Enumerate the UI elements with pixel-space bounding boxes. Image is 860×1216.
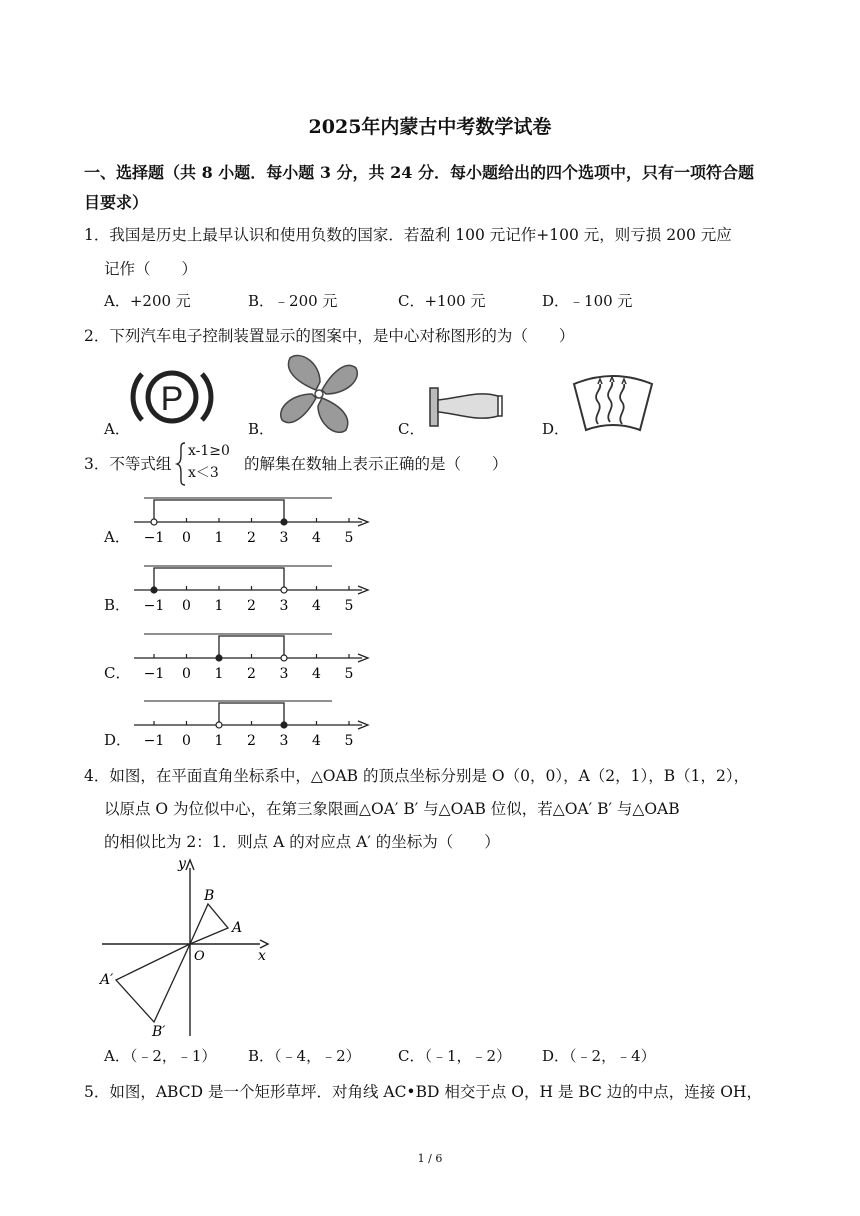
tick-label: −1 <box>143 666 165 682</box>
tick-label: 4 <box>312 733 321 749</box>
y-axis-label: y <box>178 856 186 872</box>
parking-brake-icon <box>130 360 214 434</box>
fan-icon <box>276 352 362 436</box>
tick-label: 5 <box>344 666 354 682</box>
q2-option-b-label[interactable]: B． <box>248 420 275 438</box>
q4-option-a[interactable]: A．（﹣2，﹣1） <box>104 1047 217 1065</box>
q1-option-c[interactable]: C．+100 元 <box>398 292 486 310</box>
q2-text: 2．下列汽车电子控制装置显示的图案中，是中心对称图形的为（ ） <box>84 327 575 345</box>
tick-label: 5 <box>344 598 354 614</box>
q4-option-d[interactable]: D．（﹣2，﹣4） <box>542 1047 656 1065</box>
q4-option-b[interactable]: B．（﹣4，﹣2） <box>248 1047 361 1065</box>
triangle-oa2b2 <box>116 944 190 1022</box>
q1-line1: 1．我国是历史上最早认识和使用负数的国家．若盈利 100 元记作+100 元，则亏损 200 元应 <box>84 226 732 244</box>
tick-label: 0 <box>182 598 191 614</box>
right-endpoint <box>281 587 287 593</box>
tick-label: 3 <box>279 733 289 749</box>
tick-label: 0 <box>182 733 191 749</box>
q3-suffix: 的解集在数轴上表示正确的是（ ） <box>244 455 508 473</box>
number-line-c <box>130 624 375 688</box>
point-a-label: A <box>232 920 243 936</box>
tick-label: 1 <box>214 598 224 614</box>
left-endpoint <box>216 722 222 728</box>
x-axis-label: x <box>258 948 266 964</box>
tick-label: 3 <box>279 666 289 682</box>
tick-label: 3 <box>279 598 289 614</box>
tick-label: 2 <box>247 666 256 682</box>
tick-label: 0 <box>182 530 191 546</box>
tick-label: 2 <box>247 733 256 749</box>
tick-label: 0 <box>182 666 191 682</box>
tick-label: 1 <box>214 530 224 546</box>
q2-option-a-label[interactable]: A． <box>104 420 130 438</box>
q3-option-d-label[interactable]: D． <box>104 731 132 749</box>
left-endpoint <box>151 587 157 593</box>
q1-option-a[interactable]: A．+200 元 <box>104 292 191 310</box>
point-b-prime-label: B′ <box>152 1024 166 1040</box>
page-number: 1 / 6 <box>417 1152 443 1165</box>
q1-line2: 记作（ ） <box>104 260 198 278</box>
q3-option-c-label[interactable]: C． <box>104 664 131 682</box>
page-title: 2025年内蒙古中考数学试卷 <box>308 116 552 138</box>
left-endpoint <box>216 655 222 661</box>
q3-inequality-1: x-1≥0 <box>188 443 230 459</box>
number-line-d <box>130 691 375 755</box>
section-header-line2: 目要求） <box>84 193 149 212</box>
tick-label: 2 <box>247 598 256 614</box>
q4-line3: 的相似比为 2：1．则点 A 的对应点 A′ 的坐标为（ ） <box>104 833 500 851</box>
tick-label: 3 <box>279 530 289 546</box>
q2-option-c-label[interactable]: C． <box>398 420 425 438</box>
point-a-prime-label: A′ <box>100 972 114 988</box>
number-line-b <box>130 556 375 620</box>
left-endpoint <box>151 519 157 525</box>
number-line-a <box>130 488 375 552</box>
tick-label: 4 <box>312 598 321 614</box>
tick-label: −1 <box>143 530 165 546</box>
q5-line1: 5．如图，ABCD 是一个矩形草坪．对角线 AC•BD 相交于点 O，H 是 BC 边的中点，连接 OH， <box>84 1083 762 1101</box>
q2-option-d-label[interactable]: D． <box>542 420 570 438</box>
tick-label: 4 <box>312 666 321 682</box>
q4-option-c[interactable]: C．（﹣1，﹣2） <box>398 1047 512 1065</box>
q3-inequality-2: x＜3 <box>188 465 219 481</box>
tick-label: 2 <box>247 530 256 546</box>
tick-label: 1 <box>214 733 224 749</box>
windshield-heater-icon <box>570 372 656 434</box>
horn-icon <box>424 384 506 430</box>
right-endpoint <box>281 722 287 728</box>
tick-label: −1 <box>143 733 165 749</box>
tick-label: 1 <box>214 666 224 682</box>
q1-option-b[interactable]: B．﹣200 元 <box>248 292 338 310</box>
tick-label: −1 <box>143 598 165 614</box>
q3-prefix: 3．不等式组 <box>84 455 172 473</box>
section-header-line1: 一、选择题（共 8 小题．每小题 3 分，共 24 分．每小题给出的四个选项中，只有一项符合题 <box>84 163 754 182</box>
q4-line2: 以原点 O 为位似中心，在第三象限画△OA′ B′ 与△OAB 位似，若△OA′ B′ 与△OAB <box>104 800 680 818</box>
tick-label: 5 <box>344 733 354 749</box>
q4-line1: 4．如图，在平面直角坐标系中，△OAB 的顶点坐标分别是 O（0，0），A（2，1），B（1，2）， <box>84 767 750 785</box>
q3-option-b-label[interactable]: B． <box>104 596 131 614</box>
right-endpoint <box>281 519 287 525</box>
q1-option-d[interactable]: D．﹣100 元 <box>542 292 633 310</box>
tick-label: 5 <box>344 530 354 546</box>
point-b-label: B <box>204 888 215 904</box>
parking-brake-letter: P <box>160 380 184 418</box>
tick-label: 4 <box>312 530 321 546</box>
origin-label: O <box>194 949 205 964</box>
coordinate-figure <box>96 854 276 1040</box>
left-brace-icon <box>176 442 186 486</box>
triangle-oab <box>190 904 228 944</box>
q3-option-a-label[interactable]: A． <box>104 528 130 546</box>
right-endpoint <box>281 655 287 661</box>
